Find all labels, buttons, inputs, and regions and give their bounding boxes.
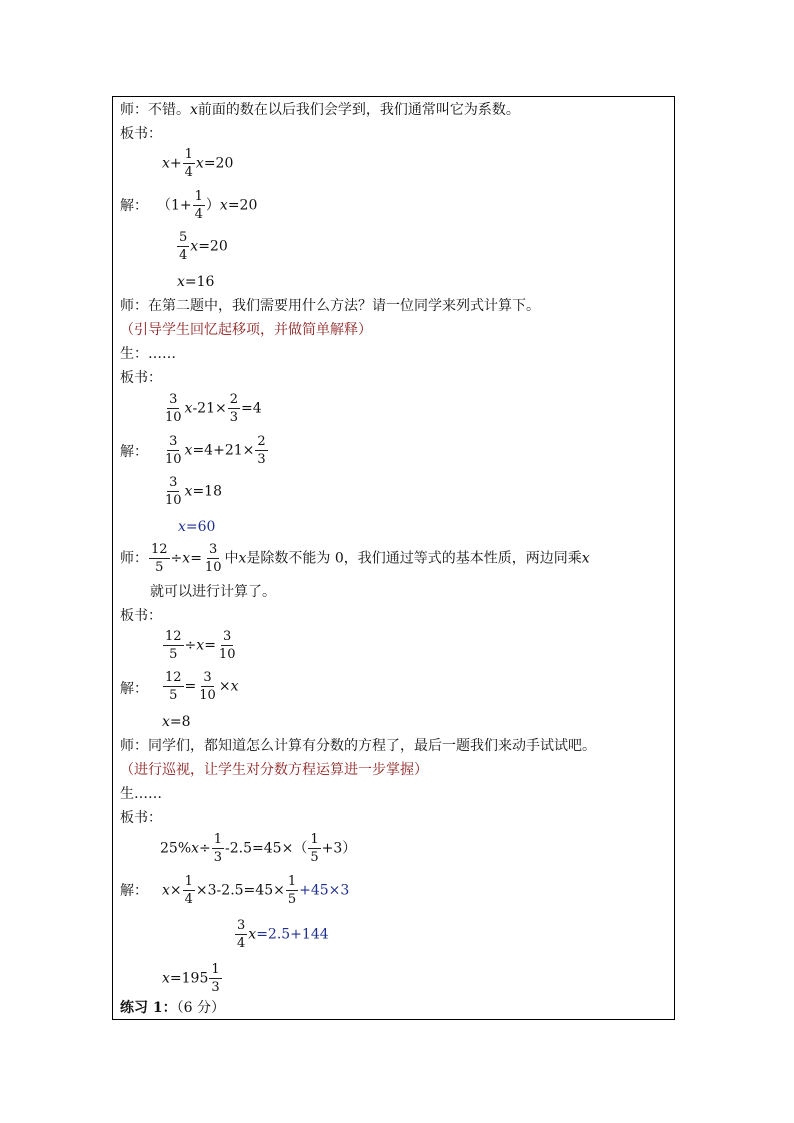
fraction: $\frac{3}{10}$	[165, 475, 182, 508]
equation-4-step-3: x=195 $\frac{1}{3}$	[162, 962, 220, 995]
equation-1-step-2: $\frac{5}{4}$ x=20	[179, 230, 228, 263]
practice-heading: 练习 1：（6 分）	[120, 1000, 225, 1016]
teacher-line-1: 师：不错。x前面的数在以后我们会学到，我们通常叫它为系数。	[120, 102, 520, 118]
fraction: $\frac{3}{10}$	[165, 434, 182, 467]
board-label: 板书：	[120, 810, 162, 826]
fraction: $\frac{3}{10}$	[218, 629, 236, 662]
fraction: $\frac{1}{4}$	[194, 189, 203, 222]
equation-3: $\frac{12}{5}$ ÷x= $\frac{3}{10}$	[165, 629, 236, 662]
fraction: $\frac{3}{4}$	[237, 918, 246, 951]
solution-label: 解：	[120, 883, 148, 899]
fraction: $\frac{2}{3}$	[257, 434, 266, 467]
solution-label: 解：	[120, 198, 148, 214]
fraction: $\frac{12}{5}$	[165, 670, 182, 703]
equation-2: $\frac{3}{10}$ x-21× $\frac{2}{3}$ =4	[165, 392, 262, 425]
board-label: 板书：	[120, 126, 162, 142]
board-label: 板书：	[120, 608, 162, 624]
fraction: $\frac{1}{5}$	[310, 832, 319, 865]
fraction: $\frac{1}{3}$	[211, 962, 220, 995]
fraction: $\frac{12}{5}$	[165, 629, 182, 662]
teacher-line-3b: 就可以进行计算了。	[150, 584, 276, 600]
teacher-line-4: 师：同学们，都知道怎么计算有分数的方程了，最后一题我们来动手试试吧。	[120, 738, 596, 754]
fraction: $\frac{3}{10}$	[199, 670, 216, 703]
teaching-note-1: （引导学生回忆起移项，并做简单解释）	[120, 322, 372, 338]
teaching-note-2: （进行巡视，让学生对分数方程运算进一步掌握）	[120, 762, 428, 778]
solution-label: 解：	[120, 444, 148, 460]
fraction: $\frac{1}{4}$	[184, 874, 193, 907]
teacher-line-3: 师： $\frac{12}{5}$ ÷x= $\frac{3}{10}$ 中x是除数不能为 0，我们通过等式的基本性质，两边同乘x	[120, 542, 590, 575]
equation-1-step-3: x=16	[177, 274, 215, 290]
fraction: $\frac{12}{5}$	[151, 542, 168, 575]
board-label: 板书：	[120, 370, 162, 386]
fraction: $\frac{1}{3}$	[213, 832, 223, 865]
solution-label: 解：	[120, 681, 148, 697]
equation-2-step-1: $\frac{3}{10}$ x=4+21× $\frac{2}{3}$	[165, 434, 266, 467]
student-line-2: 生……	[120, 786, 162, 802]
fraction: $\frac{1}{4}$	[184, 147, 193, 180]
equation-1-step-1: （1+ $\frac{1}{4}$ ）x=20	[157, 189, 258, 222]
equation-2-step-3: x=60	[178, 519, 216, 535]
student-line-1: 生：……	[120, 346, 176, 362]
equation-4: 25%x÷ $\frac{1}{3}$ -2.5=45×（ $\frac{1}{5}$ +3）	[160, 832, 357, 865]
equation-3-step-2: x=8	[162, 714, 191, 730]
equation-2-step-2: $\frac{3}{10}$ x=18	[165, 475, 222, 508]
fraction: $\frac{3}{10}$	[204, 542, 222, 575]
fraction: $\frac{1}{5}$	[287, 874, 297, 907]
equation-3-step-1: $\frac{12}{5}$ = $\frac{3}{10}$ ×x	[165, 670, 239, 703]
teacher-line-2: 师：在第二题中，我们需要用什么方法？请一位同学来列式计算下。	[120, 298, 540, 314]
fraction: $\frac{5}{4}$	[179, 230, 188, 263]
equation-4-step-1: x× $\frac{1}{4}$ ×3-2.5=45× $\frac{1}{5}$ +45×3	[162, 874, 350, 907]
equation-1: x+ $\frac{1}{4}$ x=20	[162, 147, 234, 180]
equation-4-step-2: $\frac{3}{4}$ x=2.5+144	[237, 918, 329, 951]
fraction: $\frac{3}{10}$	[165, 392, 182, 425]
fraction: $\frac{2}{3}$	[229, 392, 239, 425]
